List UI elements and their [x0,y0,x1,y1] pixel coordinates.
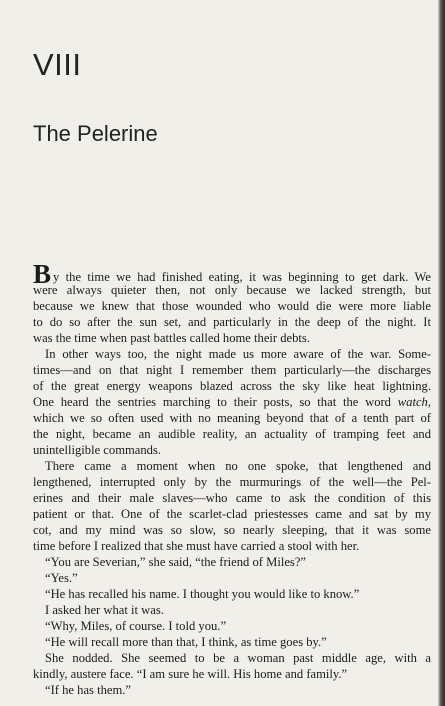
drop-cap: B [33,259,52,289]
text-line: of the great energy weapons blazed across the sky like heat lightning. [33,379,431,393]
text-line: One heard the sentries marching to their posts, so that the word watch, [33,395,431,409]
text-line: was the time when past battles called home their debts. [33,331,310,345]
text-line: “He will recall more than that, I think, as time goes by.” [45,635,327,649]
text-line: the night, became an audible reality, an actuality of tramping feet and [33,427,431,441]
chapter-number: VIII [33,47,82,82]
text-line: kindly, austere face. “I am sure he will. His home and family.” [33,667,348,681]
text-line: By the time we had finished eating, it was beginning to get dark. We [33,259,431,289]
text-line: patient or that. One of the scarlet-clad priestesses came and sat by my [33,507,431,521]
text-line: lengthened, interrupted only by the murmurings of the well—the Pel- [33,475,431,489]
text-line: “Yes.” [45,571,78,585]
text-line: which we so often used with no meaning beyond that of a tenth part of [33,411,431,425]
text-line: In other ways too, the night made us more aware of the war. Some- [45,347,431,361]
text-line: were always quieter then, not only because we lacked strength, but [33,283,431,297]
text-line: “If he has them.” [45,683,132,697]
text-line: to do so after the sun set, and particularly in the deep of the night. It [33,315,431,329]
text-line: There came a moment when no one spoke, that lengthened and [45,459,431,473]
text-line: unintelligible commands. [33,443,162,457]
page-edge [438,0,445,706]
text-line: She nodded. She seemed to be a woman past middle age, with a [45,651,431,665]
text-line: time before I realized that she must have carried a stool with her. [33,539,360,553]
text-line: I asked her what it was. [45,603,164,617]
body-text [33,259,431,698]
text-line: “You are Severian,” she said, “the friend of Miles?” [45,555,306,569]
text-line: cot, and my mind was so slow, so nearly sleeping, that it was some [33,523,431,537]
text-line: “Why, Miles, of course. I told you.” [45,619,227,633]
text-line: times—and on that night I remember them particularly—the discharges [33,363,431,377]
chapter-title: The Pelerine [33,121,158,146]
text-line: erines and their male slaves—who came to ask the condition of this [33,491,431,505]
text-line: “He has recalled his name. I thought you would like to know.” [45,587,360,601]
text-line: because we knew that those wounded who would die were more liable [33,299,431,313]
